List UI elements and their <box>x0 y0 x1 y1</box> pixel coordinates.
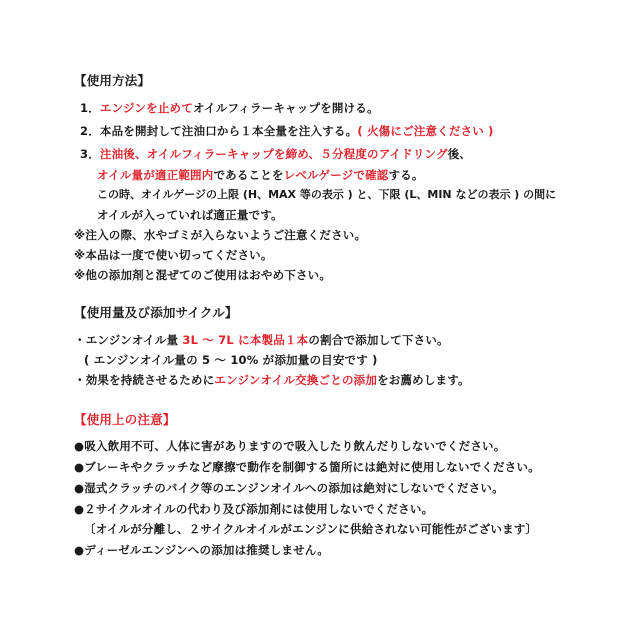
dosage-item-2-text: をお薦めします。 <box>377 373 470 387</box>
dosage-item-1-text: の割合で添加して下さい。 <box>308 333 449 347</box>
dosage-item-2-red-text: エンジンオイル交換ごとの添加 <box>214 373 378 387</box>
dosage-item-2 <box>74 372 470 388</box>
caution-item-1: ●吸入飲用不可、人体に害がありますので吸入したり飲んだりしないでください。 <box>74 439 506 453</box>
caution-item-4: ●２サイクルオイルの代わり及び添加剤には使用しないでください。 <box>74 502 434 516</box>
usage-heading: 【使用方法】 <box>74 73 151 88</box>
step-3-oil-range-text: オイル量が適正範囲内 <box>97 168 214 182</box>
step-3-level-gauge-text: レベルゲージで確認 <box>283 168 389 182</box>
step-1-text: オイルフィラーキャップを開ける。 <box>192 101 379 115</box>
usage-step-3-line-3: この時、オイルゲージの上限 (H、MAX 等の表示 ) と、下限 (L、MIN などの表示 ) の間に <box>97 188 557 201</box>
step-1-number: 1． <box>80 101 100 115</box>
step-3-number: 3． <box>80 147 100 161</box>
usage-step-2 <box>80 123 494 139</box>
dosage-item-1-red-text: 3L 〜 7L に本製品１本 <box>182 333 309 347</box>
dosage-item-1-sub: ( エンジンオイル量の 5 〜 10% が添加量の目安です ) <box>84 353 378 367</box>
usage-note-2: ※本品は一度で使い切ってください。 <box>74 248 273 262</box>
usage-step-3-line-4: オイルが入っていれば適正量です。 <box>97 208 283 222</box>
dosage-item-1-prefix: ・エンジンオイル量 <box>74 333 179 347</box>
caution-item-2: ●ブレーキやクラッチなど摩擦で動作を制御する箇所には絶対に使用しないでください。 <box>74 460 540 474</box>
step-2-number: 2． <box>80 124 100 138</box>
usage-note-1: ※注入の際、水やゴミが入らないようご注意ください。 <box>74 228 367 242</box>
step-3-text: 後、 <box>447 147 472 161</box>
step-3-line-2-text-2: する。 <box>388 168 424 182</box>
usage-step-1 <box>80 100 379 116</box>
caution-item-4-sub: 〔オイルが分離し、２サイクルオイルがエンジンに供給されない可能性がございます〕 <box>84 522 538 536</box>
caution-item-5: ●ディーゼルエンジンへの添加は推奨しません。 <box>74 543 329 557</box>
dosage-heading: 【使用量及び添加サイクル】 <box>74 305 238 320</box>
caution-item-3: ●湿式クラッチのバイク等のエンジンオイルへの添加は絶対にしないでください。 <box>74 481 504 495</box>
dosage-item-1 <box>74 332 449 348</box>
step-2-red-text: ( 火傷にご注意ください ) <box>357 124 494 138</box>
step-1-red-text: エンジンを止めて <box>99 101 193 115</box>
usage-note-3: ※他の添加剤と混ぜてのご使用はおやめ下さい。 <box>74 268 332 282</box>
step-2-text: 本品を開封して注油口から１本全量を注入する。 <box>99 124 358 138</box>
usage-step-3 <box>80 146 471 162</box>
caution-heading: 【使用上の注意】 <box>74 412 176 427</box>
usage-step-3-line-2 <box>97 167 424 183</box>
step-3-line-2-text-1: であることを <box>213 168 284 182</box>
dosage-item-2-prefix: ・効果を持続させるために <box>74 373 215 387</box>
step-3-red-text: 注油後、オイルフィラーキャップを締め、５分程度のアイドリング <box>99 147 448 161</box>
